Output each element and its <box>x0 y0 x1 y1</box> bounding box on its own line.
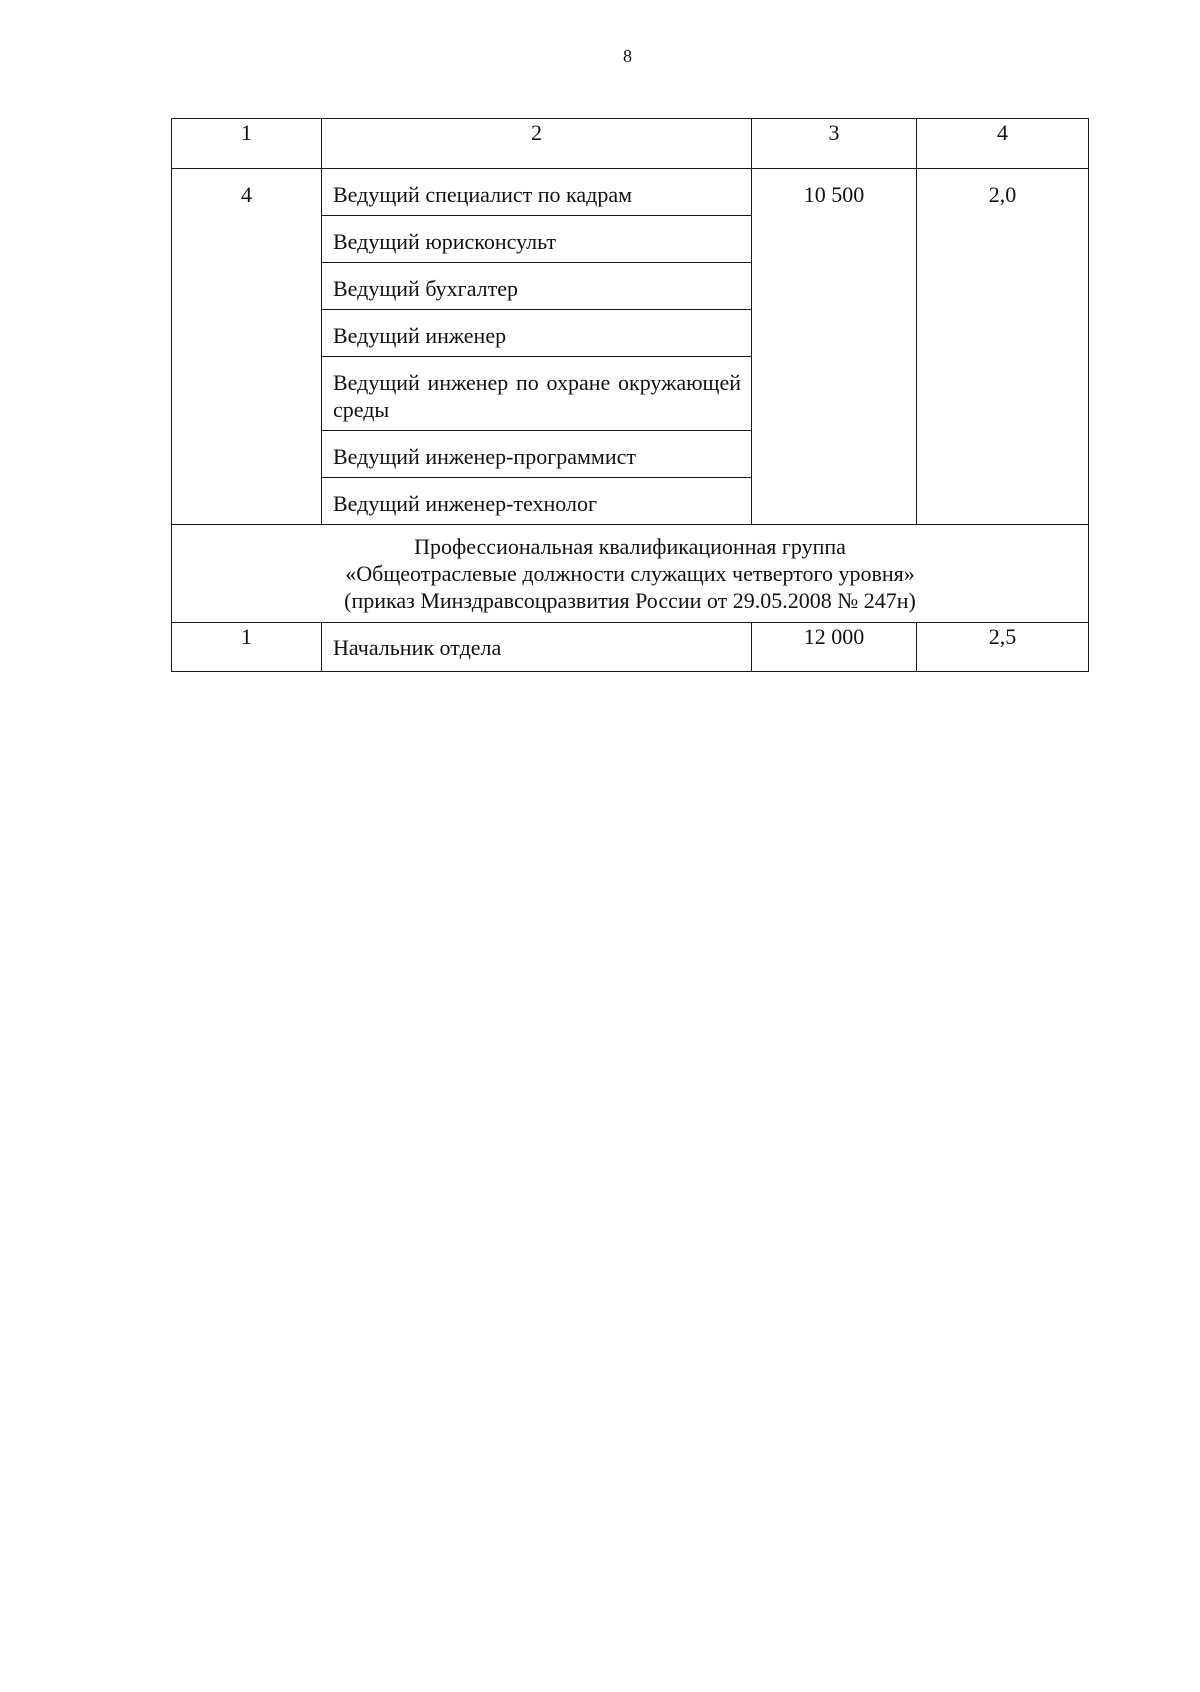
header-cell: 3 <box>752 119 917 169</box>
position-cell: Ведущий инженер <box>322 310 752 357</box>
position-cell: Ведущий юрисконсульт <box>322 216 752 263</box>
table-row <box>172 623 1089 672</box>
position-cell: Ведущий инженер-технолог <box>322 478 752 525</box>
salary-cell: 10 500 <box>752 169 917 525</box>
page-number: 8 <box>623 46 632 66</box>
qualification-level-cell: 1 <box>172 623 322 672</box>
qualification-level-cell: 4 <box>172 169 322 525</box>
position-cell: Ведущий инженер-программист <box>322 431 752 478</box>
position-cell: Начальник отдела <box>322 623 752 672</box>
coefficient-cell: 2,5 <box>917 623 1089 672</box>
group-title-row <box>172 525 1089 623</box>
header-cell: 2 <box>322 119 752 169</box>
coefficient-cell: 2,0 <box>917 169 1089 525</box>
header-cell: 1 <box>172 119 322 169</box>
group-title-line: Профессиональная квалификационная группа <box>414 534 846 559</box>
header-cell: 4 <box>917 119 1089 169</box>
group-title-cell <box>172 525 1089 623</box>
salary-cell: 12 000 <box>752 623 917 672</box>
group-title-line: «Общеотраслевые должности служащих четвертого уровня» <box>345 561 915 586</box>
position-cell: Ведущий инженер по охране окружающей среды <box>322 357 752 431</box>
position-cell: Ведущий бухгалтер <box>322 263 752 310</box>
table-row <box>172 169 1089 216</box>
table-header-row <box>172 119 1089 169</box>
salary-table <box>171 118 1089 672</box>
position-cell: Ведущий специалист по кадрам <box>322 169 752 216</box>
group-title-line: (приказ Минздравсоцразвития России от 29.05.2008 № 247н) <box>344 588 916 613</box>
